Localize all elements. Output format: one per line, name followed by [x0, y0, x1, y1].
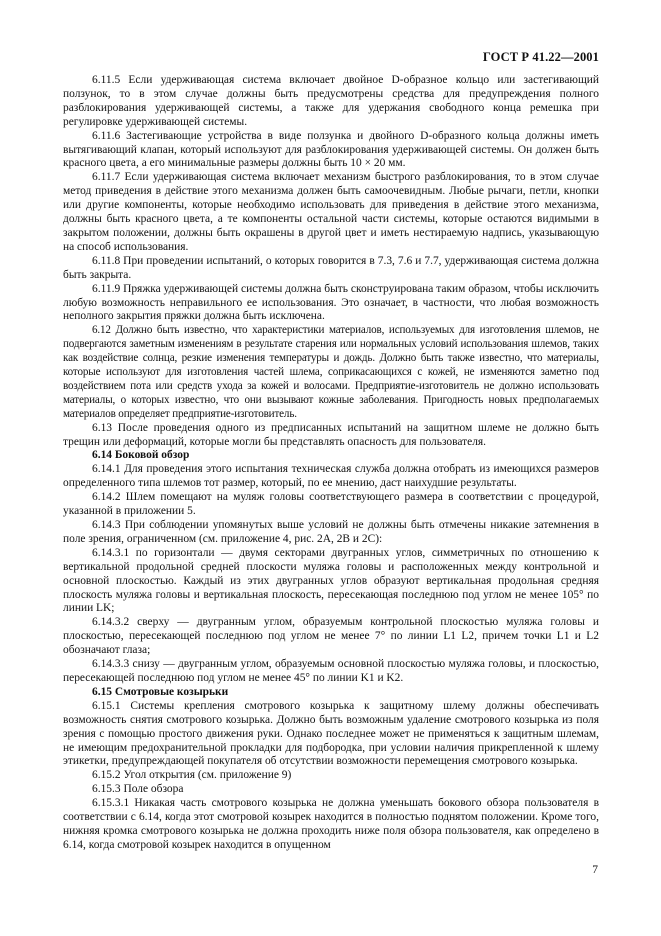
paragraph-6-15-3: 6.15.3 Поле обзора [92, 783, 184, 796]
document-body [63, 74, 599, 853]
paragraph-6-11-9: 6.11.9 Пряжка удерживающей системы должна быть сконструирована таким образом, чтобы исключить любую возможность неправильного ее использования. Это означает, в частности, что любая возможность неполного закрытия пряжки должна быть исключена. [63, 282, 599, 323]
paragraph-6-14-3-3: 6.14.3.3 снизу — двугранным углом, образуемым основной плоскостью муляжа головы, и плоскостью, пересекающей последнюю под углом не менее 45° по линии K1 и K2. [63, 658, 599, 684]
paragraph-6-13: 6.13 После проведения одного из предписанных испытаний на защитном шлеме не должно быть трещин или деформаций, которые могли бы представлять опасность для пользователя. [63, 421, 599, 448]
paragraph-6-14-1: 6.14.1 Для проведения этого испытания техническая служба должна отобрать из имеющихся размеров определенного типа шлемов тот размер, который, по ее мнению, даст наихудшие результаты. [63, 463, 599, 490]
paragraph-6-11-6: 6.11.6 Застегивающие устройства в виде ползунка и двойного D-образного кольца должны иметь вытягивающий клапан, который используют для разблокирования удерживающей системы. Он должен быть красного цвета, а его минимальные размеры должны быть 10 × 20 мм. [63, 129, 599, 170]
paragraph-6-15-2: 6.15.2 Угол открытия (см. приложение 9) [92, 769, 292, 782]
paragraph-6-15-1: 6.15.1 Системы крепления смотрового козырька к защитному шлему должны обеспечивать возможность снятия смотрового козырька. Должно быть возможным удаление смотрового козырька из поля зрения с помощью простого движения руки. Однако последнее может не применяться к защитным шлемам, не имеющим предохранительной прокладки для подбородка, при условии наличия прикрепленной к шлему этикетки, предупреждающей покупателя об отсутствии возможности перемещения смотрового козырька. [63, 699, 599, 768]
paragraph-6-11-8: 6.11.8 При проведении испытаний, о которых говорится в 7.3, 7.6 и 7.7, удерживающая система должна быть закрыта. [63, 254, 599, 281]
paragraph-6-14-3-1: 6.14.3.1 по горизонтали — двумя секторами двугранных углов, симметричных по отношению к вертикальной продольной средней плоскости муляжа головы и расположенных между контрольной и основной плоскостью. Каждый из этих двугранных углов образуют вертикальная продольная средняя плоскость муляжа головы и вертикальная плоскость, пересекающая последнюю под углом не менее 105° по линии LK; [63, 546, 599, 615]
paragraph-6-11-5: 6.11.5 Если удерживающая система включает двойное D-образное кольцо или застегивающий ползунок, то в этом случае должны быть предусмотрены средства для предупреждения полного разблокирования удерживающей системы, а также для удержания свободного конца ремешка при регулировке удерживающей системы. [63, 74, 599, 128]
paragraph-6-12: 6.12 Должно быть известно, что характеристики материалов, используемых для изготовления шлемов, не подвергаются заметным изменениям в результате старения или нормальных условий использования шлемов, таких как воздействие солнца, резкие изменения температуры и дождь. Должно быть также известно, что материалы, которые используют для изготовления частей шлема, соприкасающихся с кожей, не изменяются заметно под воздействием пота или средств ухода за кожей и волосами. Предприятие-изготовитель не должно использовать материалы, о которых известно, что они вызывают кожные заболевания. Пригодность новых предполагаемых материалов определяет предприятие-изготовитель. [63, 324, 599, 420]
page-number: 7 [592, 864, 598, 876]
paragraph-6-14-2: 6.14.2 Шлем помещают на муляж головы соответствующего размера в соответствии с процедурой, указанной в приложении 5. [63, 491, 599, 518]
document-header: ГОСТ Р 41.22—2001 [482, 50, 599, 64]
paragraph-6-14-3: 6.14.3 При соблюдении упомянутых выше условий не должны быть отмечены никакие затемнения в поле зрения, ограниченном (см. приложение 4, рис. 2A, 2B и 2C): [63, 519, 599, 545]
paragraph-6-15-3-1: 6.15.3.1 Никакая часть смотрового козырька не должна уменьшать бокового обзора пользователя в соответствии с 6.14, когда этот смотровой козырек находится в полностью поднятом положении. Кроме того, нижняя кромка смотрового козырька не должна проходить ниже поля обзора пользователя, как определено в 6.14, когда смотровой козырек находится в опущенном [63, 797, 599, 851]
paragraph-6-14-3-2: 6.14.3.2 сверху — двугранным углом, образуемым контрольной плоскостью муляжа головы и плоскостью, пересекающей последнюю под углом не менее 7° по линии L1 L2, причем точки L1 и L2 обозначают глаза; [63, 616, 599, 657]
section-heading-6-15: 6.15 Смотровые козырьки [92, 685, 229, 698]
paragraph-6-11-7: 6.11.7 Если удерживающая система включает механизм быстрого разблокирования, то в этом случае метод приведения в действие этого механизма должен быть самоочевидным. Любые рычаги, петли, кнопки или другие компоненты, которые необходимо использовать для приведения в действие этого механизма, должны быть красного цвета, а те компоненты остальной части системы, которые остаются видимыми в закрытом положении, должны быть окрашены в другой цвет и иметь нестираемую надпись, указывающую на способ использования. [63, 171, 599, 253]
section-heading-6-14: 6.14 Боковой обзор [92, 449, 190, 462]
